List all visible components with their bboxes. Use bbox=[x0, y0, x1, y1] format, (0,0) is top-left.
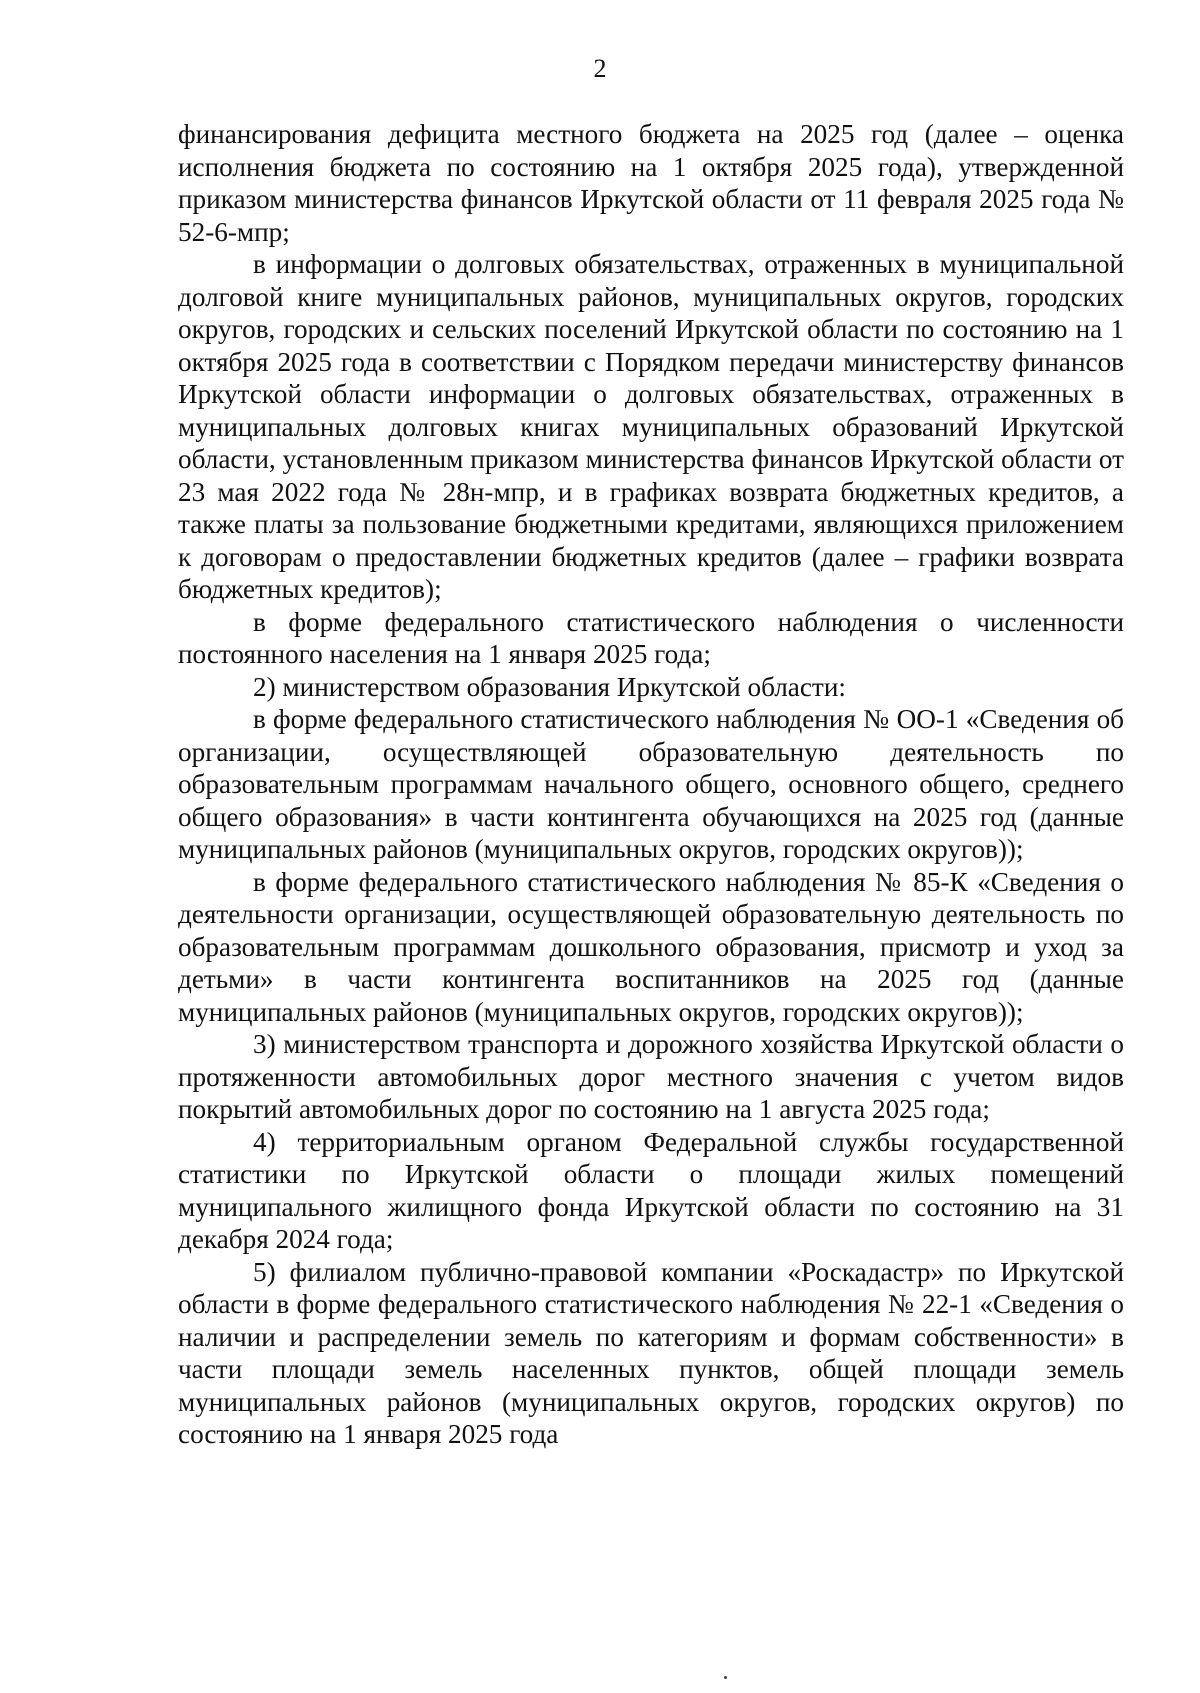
page-number: 2 bbox=[593, 54, 607, 83]
paragraph-roskadastr: 5) филиалом публично-правовой компании «Роскадастр» по Иркутской области в форме федерального статистического наблюдения № 22-1 «Сведения о наличии и распределении земель по категориям и формам собственности» в части площади земель населенных пунктов, общей площади земель муниципальных районов (муниципальных округов, городских округов) по состоянию на 1 января 2025 года bbox=[178, 1256, 1124, 1449]
scan-speck bbox=[724, 1676, 727, 1679]
paragraph-form-oo1: в форме федерального статистического наблюдения № ОО-1 «Сведения об организации, осуществляющей образовательную деятельность по образовательным программам начального общего, основного общего, среднего общего образования» в части контингента обучающихся на 2025 год (данные муниципальных районов (муниципальных округов, городских округов)); bbox=[178, 704, 1124, 864]
paragraph-budget-deficit: финансирования дефицита местного бюджета на 2025 год (далее – оценка исполнения бюджета по состоянию на 1 октября 2025 года), утвержденной приказом министерства финансов Иркутской области от 11 февраля 2025 года № 52-6-мпр; bbox=[178, 119, 1124, 247]
paragraph-population: в форме федерального статистического наблюдения о численности постоянного населения на 1 января 2025 года; bbox=[178, 606, 1124, 669]
paragraph-debt-obligations: в информации о долговых обязательствах, отраженных в муниципальной долговой книге муниципальных районов, муниципальных округов, городских округов, городских и сельских поселений Иркутской области по состоянию на 1 октября 2025 года в соответствии с Порядком передачи министерству финансов Иркутской области информации о долговых обязательствах, отраженных в муниципальных долговых книгах муниципальных образований Иркутской области, установленным приказом министерства финансов Иркутской области от 23 мая 2022 года № 28н-мпр, и в графиках возврата бюджетных кредитов, а также платы за пользование бюджетными кредитами, являющихся приложением к договорам о предоставлении бюджетных кредитов (далее – графики возврата бюджетных кредитов); bbox=[178, 249, 1124, 604]
paragraph-ministry-education: 2) министерством образования Иркутской области: bbox=[253, 671, 846, 702]
paragraph-form-85k: в форме федерального статистического наблюдения № 85-К «Сведения о деятельности организации, осуществляющей образовательную деятельность по образовательным программам дошкольного образования, присмотр и уход за детьми» в части контингента воспитанников на 2025 год (данные муниципальных районов (муниципальных округов, городских округов)); bbox=[178, 866, 1124, 1027]
paragraph-statistics-service: 4) территориальным органом Федеральной службы государственной статистики по Иркутской области о площади жилых помещений муниципального жилищного фонда Иркутской области по состоянию на 31 декабря 2024 года; bbox=[178, 1126, 1124, 1254]
document-body bbox=[178, 118, 1124, 1451]
paragraph-ministry-transport: 3) министерством транспорта и дорожного хозяйства Иркутской области о протяженности автомобильных дорог местного значения с учетом видов покрытий автомобильных дорог по состоянию на 1 августа 2025 года; bbox=[178, 1029, 1124, 1124]
